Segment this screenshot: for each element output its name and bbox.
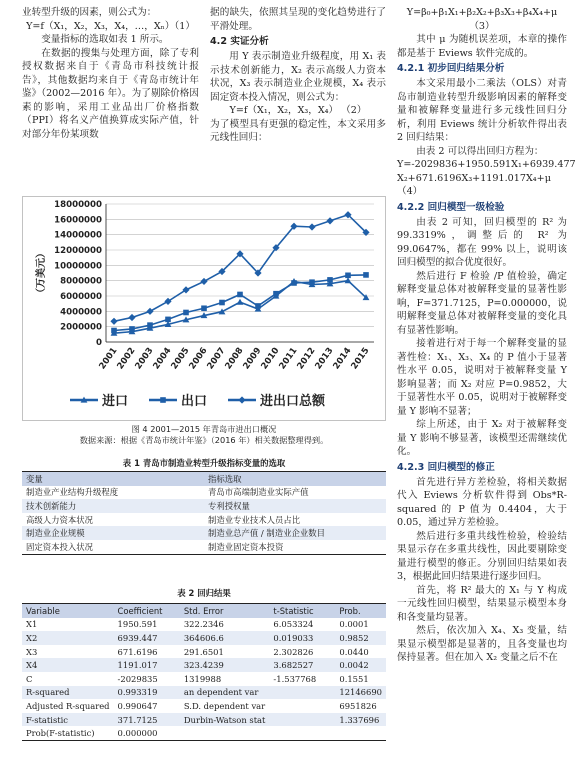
paragraph: 接着进行对于每一个解释变量的显著性检：X₁、X₃、X₄ 的 P 值小于显著性水平 0.05，说明对于被解释变量 Y 影响显著；而 X₂ 对应 P=0.9852，大于显著性水平 0.05，说明对于被解释变量 Y 影响不显著； xyxy=(397,338,567,417)
table-cell: 371.7125 xyxy=(114,713,180,727)
table-cell: 高级人力资本状况 xyxy=(26,514,93,525)
paragraph: 其中 μ 为随机误差项，本章的操作都是基于 Eviews 软件完成的。 xyxy=(397,34,567,59)
table-header: t-Statistic xyxy=(269,604,335,618)
x-tick-label: 2006 xyxy=(187,345,210,372)
table-cell: 1319988 xyxy=(183,673,222,684)
legend-label: 进出口总额 xyxy=(260,394,326,409)
paragraph: 业转型升级的因素，则公式为： xyxy=(22,7,157,18)
paragraph: 综上所述，由于 X₂ 对于被解释变量 Y 影响不够显著，该模型还需继续优化。 xyxy=(397,419,567,457)
table-cell: 0.0042 xyxy=(335,658,386,672)
text-column-3 xyxy=(397,6,576,665)
table-cell: 技术创新能力 xyxy=(22,499,204,513)
legend-marker xyxy=(160,397,166,403)
table-2-caption: 表 2 回归结果 xyxy=(177,588,231,598)
table-cell: 0.9852 xyxy=(335,631,386,645)
table-row xyxy=(22,699,386,713)
data-point xyxy=(363,272,369,278)
table-cell: 3.682527 xyxy=(269,658,335,672)
table-cell: 0.990647 xyxy=(117,700,158,711)
x-tick-label: 2015 xyxy=(349,345,372,372)
x-tick-label: 2010 xyxy=(259,345,282,372)
equation-4a: Y=-2029836+1950.591X₁+6939.477 xyxy=(397,159,576,170)
x-tick-label: 2014 xyxy=(331,345,354,372)
table-cell xyxy=(269,713,335,727)
table-row xyxy=(22,713,386,727)
x-tick-label: 2003 xyxy=(133,345,156,372)
table-cell: 291.6501 xyxy=(183,646,224,657)
table-cell: Adjusted R-squared xyxy=(26,700,110,711)
table-row xyxy=(22,658,386,672)
y-tick-label: 16000000 xyxy=(54,215,102,226)
paragraph: 由表 2 可知，回归模型的 R² 为 99.3319%，调整后的 R² 为 99.0647%，都在 99% 以上，说明该回归模型的拟合优度很好。 xyxy=(397,216,567,268)
data-point xyxy=(237,292,243,298)
table-cell: 323.4239 xyxy=(180,658,270,672)
table-cell: 0.0440 xyxy=(339,646,369,657)
table-cell: X4 xyxy=(22,658,114,672)
table-cell: Prob(F-statistic) xyxy=(26,728,95,739)
y-tick-label: 6000000 xyxy=(60,292,102,302)
table-row xyxy=(22,686,386,700)
x-tick-label: 2007 xyxy=(205,345,228,372)
y-tick-label: 18000000 xyxy=(54,200,102,210)
table-2 xyxy=(22,603,386,741)
table-row xyxy=(22,513,386,527)
table-cell xyxy=(269,726,335,740)
table-cell: X1 xyxy=(26,619,38,630)
table-cell: X3 xyxy=(26,646,38,657)
data-point xyxy=(201,305,207,311)
text-column-2 xyxy=(210,6,386,145)
table-1-caption: 表 1 青岛市制造业转型升级指标变量的选取 xyxy=(122,458,286,468)
paragraph: 首先进行异方差检验，将相关数据代入 Eviews 分析软件得到 Obs*R-squared 的 P 值为 0.4404，大于 0.05，通过异方差检验。 xyxy=(397,476,567,528)
table-cell: 固定资本投入状况 xyxy=(26,541,93,552)
table-cell: 12146690 xyxy=(335,686,386,700)
table-row xyxy=(22,726,386,740)
legend-label: 出口 xyxy=(181,394,208,409)
table-header: Std. Error xyxy=(180,604,270,618)
table-cell: Durbin-Watson stat xyxy=(180,713,270,727)
paragraph: 变量指标的选取如表 1 所示。 xyxy=(41,34,169,45)
x-tick-label: 2009 xyxy=(241,345,264,372)
data-point xyxy=(255,303,261,309)
x-tick-label: 2008 xyxy=(223,345,246,372)
chart-svg xyxy=(22,196,386,421)
y-axis-label: （万美元） xyxy=(36,248,47,298)
table-cell: 制造业总产值 / 制造业企业数目 xyxy=(204,526,386,540)
table-cell: 专利授权量 xyxy=(204,499,386,513)
data-point xyxy=(309,279,315,285)
data-point xyxy=(219,300,225,306)
data-point xyxy=(129,326,135,332)
table-row xyxy=(22,486,386,500)
table-cell: 0.1551 xyxy=(339,673,369,684)
paragraph: 然后进行 F 检验 /P 值检验，确定解释变量总体对被解释变量的显著性影响，F=371.7125，P=0.000000，说明解释变量总体对被解释变量的变化具有显著性影响。 xyxy=(397,270,567,336)
data-point xyxy=(165,317,171,323)
table-row xyxy=(22,618,386,632)
table-cell: 1950.591 xyxy=(117,619,158,630)
section-heading: 4.2 实证分析 xyxy=(210,36,269,47)
table-row xyxy=(22,672,386,686)
paragraph: 然后进行多重共线性检验，检验结果显示存在多重共线性，因此要剔除变量进行模型的修正。分别回归结果如表 3，根据此回归结果进行逐步回归。 xyxy=(397,530,567,582)
paragraph: 据的缺失，依照其呈现的变化趋势进行了平滑处理。 xyxy=(210,7,386,32)
data-point xyxy=(345,273,351,279)
table-cell xyxy=(269,699,335,713)
data-point xyxy=(273,291,279,297)
table-row xyxy=(22,526,386,540)
table-cell: 0.993319 xyxy=(114,686,180,700)
data-point xyxy=(291,280,297,286)
table-cell: 青岛市高端制造业实际产值 xyxy=(208,487,309,498)
table-cell: S.D. dependent var xyxy=(183,700,266,711)
x-tick-label: 2004 xyxy=(151,345,174,372)
table-header: Prob. xyxy=(335,604,386,618)
table-cell: 1.337696 xyxy=(335,713,386,727)
data-point xyxy=(111,328,117,334)
table-cell: -1.537768 xyxy=(273,673,317,684)
data-point xyxy=(183,310,189,316)
table-cell: 1191.017 xyxy=(114,658,180,672)
paragraph: 用 Y 表示制造业升级程度，用 X₁ 表示技术创新能力，X₂ 表示高级人力资本状况，X₃ 表示制造业企业规模，X₄ 表示固定资本投入情况，则公式为： xyxy=(210,51,386,103)
table-cell: -2029835 xyxy=(117,673,158,684)
figure-caption xyxy=(22,424,386,446)
equation-2: Y=f（X₁，X₂，X₃，X₄） （2） xyxy=(229,105,367,116)
paragraph: 在数据的搜集与处理方面，除了专利授权数据来自于《青岛市科技统计报告》，其他数据均来自于《青岛市统计年鉴》（2002—2016 年）。为了剔除价格因素的影响，采用工业品出厂价格指数（PPI）将名义产值换算成实际产值，针对部分年份某项数 xyxy=(22,47,199,140)
table-cell: 322.2346 xyxy=(183,619,224,630)
table-cell: 制造业企业规模 xyxy=(22,526,204,540)
x-tick-label: 2001 xyxy=(97,345,120,372)
y-tick-label: 4000000 xyxy=(60,307,102,318)
figure-source: 数据来源：根据《青岛市统计年鉴》（2016 年）相关数据整理得到。 xyxy=(79,435,329,445)
table-row xyxy=(22,540,386,554)
table-cell: an dependent var xyxy=(180,686,270,700)
table-cell: 364606.6 xyxy=(180,631,270,645)
y-tick-label: 14000000 xyxy=(54,230,102,241)
table-cell: 0.000000 xyxy=(117,728,158,739)
paragraph: 首先，将 R² 最大的 X₁ 与 Y 构成一元线性回归模型，结果显示模型本身和各变量均显著。 xyxy=(397,584,567,623)
table-cell: 6939.447 xyxy=(114,631,180,645)
table-header: 指标选取 xyxy=(204,472,386,486)
trade-line-chart xyxy=(22,196,386,421)
table-cell: 6951826 xyxy=(339,700,377,711)
figure-title: 图 4 2001—2015 年青岛市进出口概况 xyxy=(131,424,277,434)
table-cell: F-statistic xyxy=(22,713,114,727)
table-1 xyxy=(22,471,386,555)
table-cell: X2 xyxy=(22,631,114,645)
paragraph: 然后，依次加入 X₄、X₃ 变量，结果显示模型都是显著的，且各变量也均保持显著。但在加入 X₂ 变量之后不在 xyxy=(397,625,567,663)
table-cell: C xyxy=(26,673,33,684)
section-heading: 4.2.1 初步回归结果分析 xyxy=(397,63,505,74)
legend-label: 进口 xyxy=(102,394,129,409)
y-tick-label: 8000000 xyxy=(60,276,102,287)
table-cell: R-squared xyxy=(22,686,114,700)
table-cell: 0.019033 xyxy=(269,631,335,645)
table-cell xyxy=(335,726,386,740)
y-tick-label: 10000000 xyxy=(54,261,102,272)
equation-4b: X₂+671.6196X₃+1191.017X₄+μ （4） xyxy=(397,172,551,197)
x-tick-label: 2013 xyxy=(313,345,336,372)
table-cell: 0.0001 xyxy=(339,619,369,630)
x-tick-label: 2005 xyxy=(169,345,192,372)
table-row xyxy=(22,499,386,513)
table-cell xyxy=(180,726,270,740)
paragraph: 由表 2 可以得出回归方程为： xyxy=(416,145,544,157)
table-cell: 制造业产业结构升级程度 xyxy=(26,487,119,498)
y-tick-label: 2000000 xyxy=(60,322,102,333)
x-tick-label: 2012 xyxy=(295,345,318,372)
table-cell: 6.053324 xyxy=(273,619,314,630)
data-point xyxy=(327,277,333,283)
text-column-1 xyxy=(22,6,199,141)
y-tick-label: 12000000 xyxy=(54,246,102,256)
table-row xyxy=(22,631,386,645)
paragraph: 为了模型具有更强的稳定性，本文采用多元线性回归： xyxy=(210,118,386,143)
equation-1: Y=f（X₁，X₂，X₃，X₄，…，Xₙ）（1） xyxy=(26,20,195,32)
section-heading: 4.2.3 回归模型的修正 xyxy=(397,461,495,473)
data-point xyxy=(147,322,153,328)
section-heading: 4.2.2 回归模型一级检验 xyxy=(397,201,505,213)
table-header: Coefficient xyxy=(114,604,180,618)
table-header: Variable xyxy=(22,604,114,618)
table-cell: 制造业固定资本投资 xyxy=(208,541,284,552)
table-cell: 2.302826 xyxy=(273,646,314,657)
table-header: 变量 xyxy=(22,472,204,486)
y-tick-label: 0 xyxy=(96,338,102,348)
table-cell xyxy=(269,686,335,700)
paragraph: 本文采用最小二乘法（OLS）对青岛市制造业转型升级影响因素的解释变量和被解释变量进行多元线性回归分析，利用 Eviews 统计分析软件得出表 2 回归结果： xyxy=(397,78,567,143)
table-row xyxy=(22,645,386,659)
x-tick-label: 2002 xyxy=(115,345,138,372)
table-cell: 671.6196 xyxy=(117,646,158,657)
x-tick-label: 2011 xyxy=(277,345,300,372)
equation-3: Y=β₀+β₁X₁+β₂X₂+β₃X₃+β₄X₄+μ （3） xyxy=(406,7,558,32)
table-cell: 制造业专业技术人员占比 xyxy=(208,514,301,525)
